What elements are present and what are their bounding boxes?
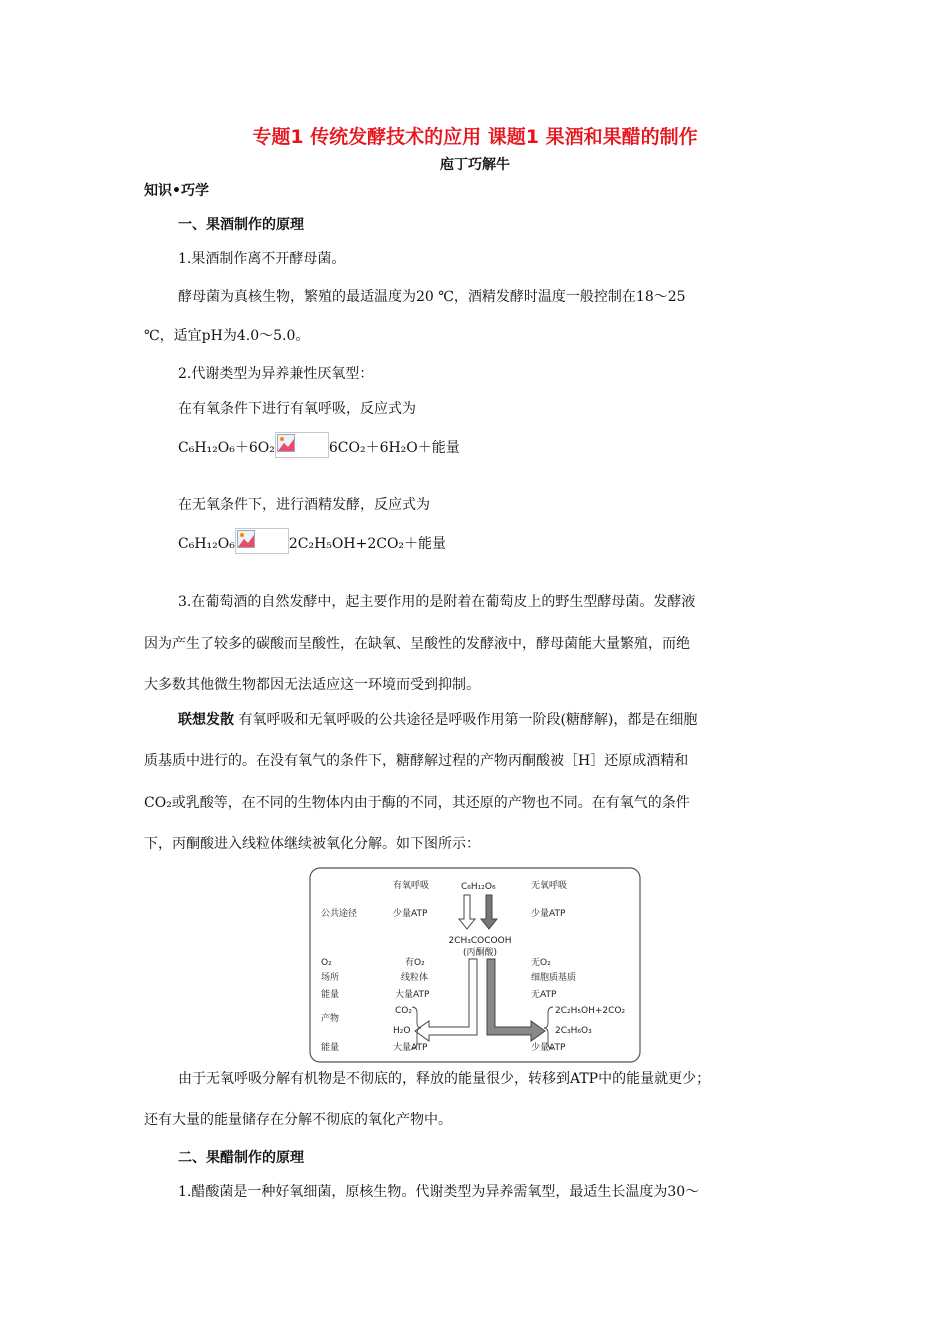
- row-common: 公共途径: [321, 909, 358, 919]
- pyruvate: 2CH₃COCOOH: [448, 936, 512, 946]
- aerobic-equation-right: 6CO₂＋6H₂O＋能量: [328, 440, 460, 456]
- after-line1: 由于无氧呼吸分解有机物是不彻底的，释放的能量很少，转移到ATP中的能量就更少；: [178, 1071, 711, 1087]
- anaerobic-equation-left: C₆H₁₂O₆: [178, 536, 235, 552]
- row-product: 产物: [321, 1014, 340, 1024]
- assoc-line3: CO₂或乳酸等，在不同的生物体内由于酶的不同，其还原的产物也不同。在有氧气的条件: [144, 795, 690, 811]
- section2-heading: 二、果醋制作的原理: [178, 1150, 304, 1166]
- aerobic-product1: CO₂: [395, 1006, 412, 1016]
- anaerobic-intro: 在无氧条件下，进行酒精发酵，反应式为: [178, 497, 430, 513]
- anaerobic-site: 细胞质基质: [531, 973, 577, 983]
- row-site: 场所: [321, 973, 340, 983]
- anaerobic-energy2: 少量ATP: [531, 1043, 566, 1053]
- page-subtitle: 庖丁巧解牛: [440, 157, 510, 173]
- broken-image-icon: [235, 528, 289, 554]
- point1-title: 1.果酒制作离不开酵母菌。: [178, 251, 346, 267]
- anaerobic-product1: 2C₂H₅OH+2CO₂: [555, 1006, 626, 1016]
- anaerobic-equation-right: 2C₂H₅OH+2CO₂＋能量: [288, 536, 447, 552]
- aerobic-energy2: 大量ATP: [393, 1043, 428, 1053]
- point2-title: 2.代谢类型为异养兼性厌氧型：: [178, 366, 374, 382]
- section2-point1-line1: 1.醋酸菌是一种好氧细菌，原核生物。代谢类型为异养需氧型，最适生长温度为30～: [178, 1184, 700, 1200]
- pyruvate-name: (丙酮酸): [462, 948, 498, 958]
- respiration-diagram: [309, 867, 641, 1063]
- anaerobic-product2: 2C₃H₆O₃: [555, 1026, 592, 1036]
- common-anaerobic-atp: 少量ATP: [531, 909, 566, 919]
- anaerobic-energy: 无ATP: [531, 990, 557, 1000]
- col-aerobic: 有氧呼吸: [393, 881, 430, 891]
- row-energy2: 能量: [321, 1043, 340, 1053]
- point1-line2: ℃，适宜pH为4.0～5.0。: [144, 328, 310, 344]
- row-energy: 能量: [321, 990, 340, 1000]
- point1-line1: 酵母菌为真核生物，繁殖的最适温度为20 ℃，酒精发酵时温度一般控制在18～25: [178, 289, 686, 305]
- aerobic-equation-left: C₆H₁₂O₆＋6O₂: [178, 440, 275, 456]
- row-o2: O₂: [321, 958, 332, 968]
- assoc-label: 联想发散: [178, 712, 234, 728]
- assoc-line4: 下，丙酮酸进入线粒体继续被氧化分解。如下图所示：: [144, 836, 480, 852]
- aerobic-site: 线粒体: [401, 973, 429, 983]
- page-title: 专题1 传统发酵技术的应用 课题1 果酒和果醋的制作: [252, 126, 698, 148]
- section1-heading: 一、果酒制作的原理: [178, 217, 304, 233]
- aerobic-o2: 有O₂: [405, 958, 425, 968]
- common-aerobic-atp: 少量ATP: [393, 909, 428, 919]
- anaerobic-o2: 无O₂: [531, 958, 551, 968]
- assoc-line1: [178, 710, 697, 730]
- aerobic-intro: 在有氧条件下进行有氧呼吸，反应式为: [178, 401, 416, 417]
- section-label: 知识•巧学: [144, 183, 209, 199]
- assoc-line2: 质基质中进行的。在没有氧气的条件下，糖酵解过程的产物丙酮酸被［H］还原成酒精和: [144, 753, 689, 769]
- aerobic-energy: 大量ATP: [395, 990, 430, 1000]
- col-glucose: C₆H₁₂O₆: [461, 882, 496, 892]
- anaerobic-equation: [178, 528, 446, 554]
- point3-line2: 因为产生了较多的碳酸而呈酸性，在缺氧、呈酸性的发酵液中，酵母菌能大量繁殖，而绝: [144, 636, 690, 652]
- aerobic-product2: H₂O: [393, 1026, 411, 1036]
- point3-line1: 3.在葡萄酒的自然发酵中，起主要作用的是附着在葡萄皮上的野生型酵母菌。发酵液: [178, 594, 696, 610]
- after-line2: 还有大量的能量储存在分解不彻底的氧化产物中。: [144, 1112, 452, 1128]
- assoc-text: 有氧呼吸和无氧呼吸的公共途径是呼吸作用第一阶段(糖酵解)，都是在细胞: [234, 712, 698, 728]
- point3-line3: 大多数其他微生物都因无法适应这一环境而受到抑制。: [144, 677, 480, 693]
- col-anaerobic: 无氧呼吸: [531, 881, 568, 891]
- broken-image-icon: [275, 432, 329, 458]
- aerobic-equation: [178, 432, 460, 458]
